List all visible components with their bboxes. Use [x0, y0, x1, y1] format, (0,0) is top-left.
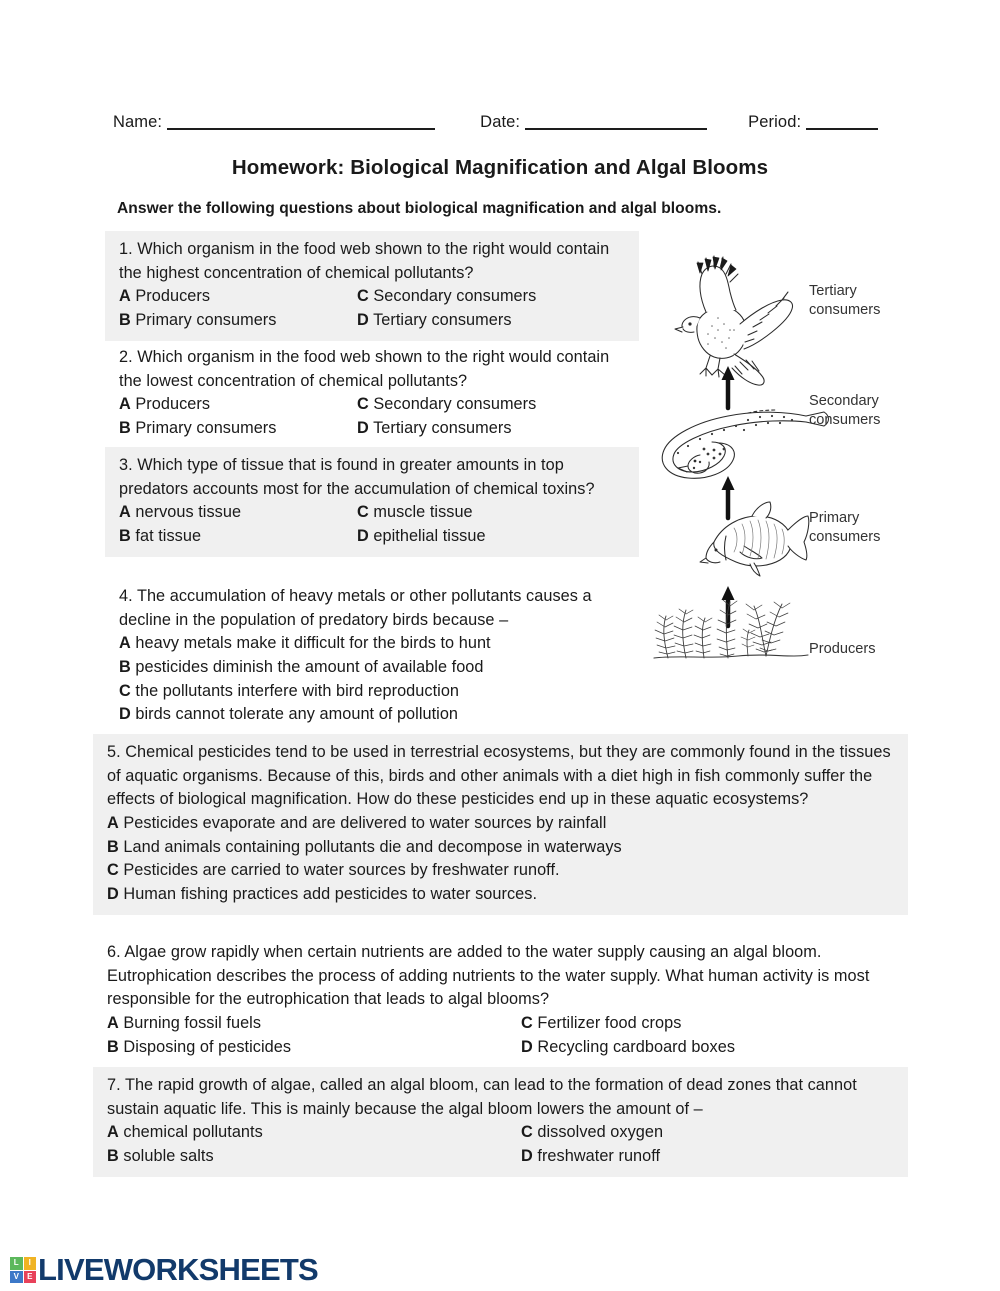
logo-tile-l: L	[10, 1257, 23, 1270]
choice-row	[107, 812, 898, 836]
logo-wordmark: LIVEWORKSHEETS	[38, 1252, 318, 1287]
choice-c[interactable]: C dissolved oxygen	[521, 1123, 664, 1142]
question-text: 2. Which organism in the food web shown to the right would contain the lowest concentration of chemical pollutants?	[119, 348, 610, 390]
choice-c[interactable]: C Pesticides are carried to water sources by freshwater runoff.	[107, 861, 560, 880]
hawk-drawing	[675, 256, 793, 385]
choice-list	[119, 285, 629, 332]
question-block-1	[105, 231, 639, 341]
liveworksheets-logo[interactable]	[10, 1252, 318, 1288]
question-block-7	[93, 1067, 908, 1177]
choice-c[interactable]: C Secondary consumers	[357, 287, 537, 306]
choice-list	[107, 1012, 898, 1059]
choice-row	[119, 309, 629, 333]
choice-row	[107, 859, 898, 883]
choice-a[interactable]: A Producers	[119, 287, 211, 306]
choice-a[interactable]: A heavy metals make it difficult for the birds to hunt	[119, 634, 491, 653]
food-web-label-secondary: Secondary consumers	[809, 393, 881, 428]
food-web-illustration	[648, 250, 948, 670]
choice-row	[107, 836, 898, 860]
choice-b[interactable]: B fat tissue	[119, 527, 202, 546]
question-block-2	[105, 339, 639, 449]
choice-list	[107, 1121, 898, 1168]
food-web-label-producers: Producers	[809, 641, 876, 657]
question-text: 5. Chemical pesticides tend to be used in terrestrial ecosystems, but they are commonly found in the tissues of aquatic organisms. Because of this, birds and other animals with a diet high in fish commonly suffer the effects of biological magnification. How do these pesticides end up in these aquatic ecosystems?	[107, 743, 891, 809]
choice-row	[107, 1036, 898, 1060]
date-blank[interactable]	[525, 117, 707, 130]
choice-row	[119, 285, 629, 309]
question-block-4	[105, 578, 639, 735]
question-text: 6. Algae grow rapidly when certain nutrients are added to the water supply causing an algal bloom. Eutrophication describes the process of adding nutrients to the water supply. What human activity is most responsible for the eutrophication that leads to algal blooms?	[107, 943, 870, 1009]
eel-drawing	[662, 410, 828, 478]
choice-b[interactable]: B Disposing of pesticides	[107, 1037, 292, 1056]
choice-c[interactable]: C muscle tissue	[357, 503, 473, 522]
choice-b[interactable]: B Land animals containing pollutants die and decompose in waterways	[107, 837, 622, 856]
logo-tiles-icon	[10, 1257, 36, 1283]
choice-row	[119, 703, 629, 727]
choice-row	[119, 501, 629, 525]
arrow-head	[722, 476, 735, 490]
choice-list	[119, 501, 629, 548]
choice-row	[119, 632, 629, 656]
choice-d[interactable]: D Tertiary consumers	[357, 419, 512, 438]
logo-tile-e: E	[24, 1271, 37, 1284]
question-text: 1. Which organism in the food web shown to the right would contain the highest concentration of chemical pollutants?	[119, 240, 610, 282]
choice-d[interactable]: D Recycling cardboard boxes	[521, 1037, 736, 1056]
aquatic-plants-drawing	[654, 600, 808, 658]
period-field-label: Period:	[748, 113, 802, 131]
choice-a[interactable]: A nervous tissue	[119, 503, 242, 522]
choice-b[interactable]: B pesticides diminish the amount of available food	[119, 658, 484, 677]
choice-a[interactable]: A chemical pollutants	[107, 1123, 263, 1142]
question-text: 7. The rapid growth of algae, called an algal bloom, can lead to the formation of dead zones that cannot sustain aquatic life. This is mainly because the algal bloom lowers the amount of –	[107, 1076, 857, 1118]
fish-drawing	[700, 502, 809, 576]
food-web-label-tertiary: Tertiary consumers	[809, 283, 881, 318]
choice-c[interactable]: C Fertilizer food crops	[521, 1014, 682, 1033]
question-block-6	[93, 934, 908, 1067]
choice-row	[107, 1121, 898, 1145]
choice-b[interactable]: B Primary consumers	[119, 311, 277, 330]
choice-b[interactable]: B Primary consumers	[119, 419, 277, 438]
question-text: 4. The accumulation of heavy metals or other pollutants causes a decline in the population of predatory birds because –	[119, 587, 592, 629]
choice-list	[107, 812, 898, 907]
question-block-3	[105, 447, 639, 557]
choice-a[interactable]: A Burning fossil fuels	[107, 1014, 262, 1033]
choice-d[interactable]: D Tertiary consumers	[357, 311, 512, 330]
page-title: Homework: Biological Magnification and Algal Blooms	[231, 156, 769, 179]
name-blank[interactable]	[167, 117, 435, 130]
food-web-label-primary: Primary consumers	[809, 510, 881, 545]
choice-b[interactable]: B soluble salts	[107, 1147, 214, 1166]
question-block-5	[93, 734, 908, 915]
date-field-label: Date:	[480, 113, 521, 131]
choice-c[interactable]: C the pollutants interfere with bird reproduction	[119, 681, 460, 700]
student-info-line	[113, 113, 893, 132]
choice-row	[119, 393, 629, 417]
choice-d[interactable]: D Human fishing practices add pesticides to water sources.	[107, 885, 538, 904]
instructions-text: Answer the following questions about biological magnification and algal blooms.	[117, 200, 722, 217]
name-field-label: Name:	[113, 113, 163, 131]
period-blank[interactable]	[806, 117, 878, 130]
choice-row	[119, 525, 629, 549]
choice-row	[119, 656, 629, 680]
choice-c[interactable]: C Secondary consumers	[357, 395, 537, 414]
logo-tile-v: V	[10, 1271, 23, 1284]
choice-a[interactable]: A Pesticides evaporate and are delivered to water sources by rainfall	[107, 814, 607, 833]
choice-row	[107, 883, 898, 907]
choice-d[interactable]: D birds cannot tolerate any amount of pollution	[119, 705, 459, 724]
choice-d[interactable]: D freshwater runoff	[521, 1147, 661, 1166]
arrow-head	[722, 586, 735, 600]
choice-d[interactable]: D epithelial tissue	[357, 527, 486, 546]
choice-row	[107, 1012, 898, 1036]
logo-tile-i: I	[24, 1257, 37, 1270]
food-web-diagram	[648, 250, 948, 670]
choice-a[interactable]: A Producers	[119, 395, 211, 414]
question-text: 3. Which type of tissue that is found in greater amounts in top predators accounts most for the accumulation of chemical toxins?	[119, 456, 595, 498]
choice-list	[119, 393, 629, 440]
choice-row	[119, 417, 629, 441]
choice-row	[119, 680, 629, 704]
choice-list	[119, 632, 629, 727]
choice-row	[107, 1145, 898, 1169]
